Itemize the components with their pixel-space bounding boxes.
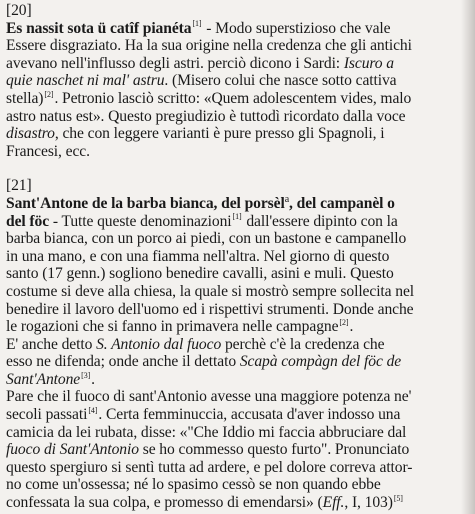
text-segment: disastro: [6, 125, 55, 143]
text-segment: , I, 103): [344, 494, 393, 512]
entry-body: [6, 20, 475, 161]
text-line: [6, 283, 475, 301]
text-line: [6, 459, 475, 477]
text-segment: Scapà compàgn del föc de: [239, 353, 402, 371]
text-segment: . Petronio lasciò scritto: «Quem adolescentem vides, malo: [54, 89, 412, 107]
text-line: [6, 125, 475, 143]
document-page: [6, 2, 475, 512]
text-segment: santo (17 genn.) sogliono benedire cavalli, asini e muli. Questo: [6, 265, 394, 283]
footnote-marker: [1]: [192, 19, 202, 29]
text-segment: , che con leggere varianti è pure presso gli Spagnoli, i: [54, 125, 385, 143]
text-line: [6, 476, 475, 494]
entry-number: [21]: [6, 177, 32, 195]
text-line: [6, 424, 475, 442]
text-segment: dall'essere dipinto con la: [242, 212, 398, 230]
text-segment: del föc: [6, 212, 50, 230]
text-line: [6, 336, 475, 354]
text-line: [6, 230, 475, 248]
footnote-marker: [5]: [393, 493, 403, 503]
text-segment: astro natus est». Questo pregiudizio è tuttodì ricordato dalla voce: [6, 107, 406, 125]
text-segment: esso ne difenda; onde anche il dettato: [6, 353, 240, 371]
text-segment: perchè c'è la credenza che: [221, 335, 385, 353]
text-line: [6, 371, 475, 389]
footnote-marker: [4]: [88, 405, 98, 415]
text-line: [6, 494, 475, 512]
text-segment: stella): [6, 89, 44, 107]
text-segment: Essere disgraziato. Ha la sua origine nella credenza che gli antichi: [6, 37, 412, 55]
text-segment: barba bianca, con un porco ai piedi, con un bastone e campanello: [6, 230, 407, 248]
text-segment: Eff.: [322, 494, 345, 512]
text-line: [6, 265, 475, 283]
text-segment: camicia da lei rubata, disse: «"Che Iddio mi faccia abbruciare dal: [6, 423, 407, 441]
text-line: [6, 20, 475, 38]
text-line: [6, 213, 475, 231]
text-segment: a: [284, 193, 290, 205]
text-segment: secoli passati: [6, 406, 88, 424]
text-segment: S. Antonio dal fuoco: [96, 335, 222, 353]
text-line: [6, 37, 475, 55]
text-line: [6, 72, 475, 90]
text-segment: .: [349, 318, 354, 336]
text-segment: - Tutte queste denominazioni: [49, 212, 232, 230]
text-segment: - Modo superstizioso che vale: [202, 19, 391, 37]
text-segment: Sant'Antone: [6, 370, 81, 388]
text-segment: costume si deve alla chiesa, la quale si mostrò sempre sollecita nel: [6, 282, 415, 300]
text-segment: questo spergiuro si sentì tutta ad ardere, e pel dolore correva attor-: [6, 458, 413, 476]
entry-20: [6, 2, 475, 160]
text-line: [6, 388, 475, 406]
text-segment: Iscuro a: [343, 54, 394, 72]
text-line: [6, 353, 475, 371]
text-segment: . Certa femminuccia, accusata d'aver indosso una: [98, 406, 401, 424]
text-segment: in una mano, e con una fiamma nell'altra. Nel giorno di questo: [6, 247, 390, 265]
entry-number: [20]: [6, 2, 32, 19]
text-segment: Es nassit sota ü catîf pianéta: [6, 19, 192, 37]
text-segment: Pare che il fuoco di sant'Antonio avesse una maggiore potenza ne': [6, 388, 412, 406]
text-segment: quie naschet ni mal' astru: [6, 72, 165, 90]
text-segment: Sant'Antone de la barba bianca, del porsèl: [6, 194, 285, 212]
text-segment: . (Misero colui che nasce sotto cattiva: [164, 72, 397, 90]
text-line: [6, 406, 475, 424]
footnote-marker: [2]: [44, 89, 54, 99]
text-segment: se ho commesso questo furto". Pronunciato: [138, 441, 410, 459]
text-segment: le rogazioni che si fanno in primavera nelle campagne: [6, 318, 339, 336]
text-line: [6, 318, 475, 336]
entry-body: [6, 195, 475, 512]
text-segment: , del campanèl o: [289, 194, 395, 212]
footnote-marker: [1]: [232, 212, 242, 222]
text-segment: confessata la sua colpa, e promesso di emendarsi» (: [6, 494, 323, 512]
text-segment: Francesi, ecc.: [6, 142, 90, 160]
footnote-marker: [2]: [339, 317, 349, 327]
text-line: [6, 195, 475, 213]
entry-21: [6, 177, 475, 511]
footnote-marker: [3]: [81, 370, 91, 380]
text-segment: .: [91, 370, 95, 388]
text-line: [6, 108, 475, 126]
text-segment: avevano nell'influsso degli astri. perciò dicono i Sardi:: [6, 54, 344, 72]
text-line: [6, 143, 475, 161]
text-segment: fuoco di Sant'Antonio: [6, 441, 139, 459]
text-line: [6, 55, 475, 73]
text-line: [6, 441, 475, 459]
text-line: [6, 301, 475, 319]
text-segment: benedire il lavoro dell'uomo ed i rispettivi strumenti. Donde anche: [6, 300, 414, 318]
text-segment: E' anche detto: [6, 335, 97, 353]
text-line: [6, 90, 475, 108]
text-line: [6, 248, 475, 266]
entry-gap: [6, 160, 475, 177]
text-segment: no come un'ossessa; né lo spasimo cessò se non quando ebbe: [6, 476, 381, 494]
page-gutter-shadow: [461, 0, 475, 514]
